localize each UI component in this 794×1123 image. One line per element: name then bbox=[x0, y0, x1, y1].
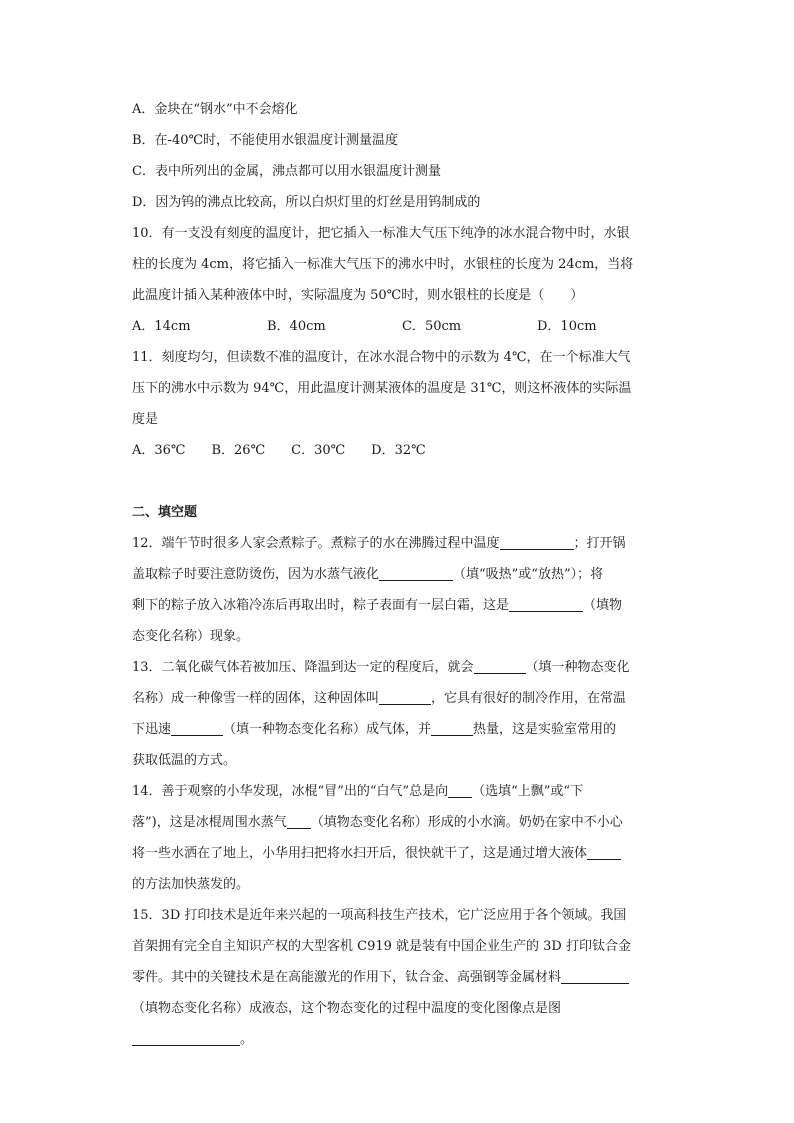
q14-text-2a: 落”)，这是冰棍周围水蒸气 bbox=[132, 815, 287, 830]
q11-option-c: C．30℃ bbox=[291, 443, 346, 458]
exam-page bbox=[132, 94, 672, 1055]
section-title-fill-in: 二、填空题 bbox=[132, 505, 198, 520]
q14-text-2b: （填物态变化名称）形成的小水滴。奶奶在家中不小心 bbox=[310, 815, 623, 830]
q15-line-1: 15．3D 打印技术是近年来兴起的一项高科技生产技术，它广泛应用于各个领域。我国 bbox=[132, 908, 627, 923]
q14-line-4: 的方法加快蒸发的。 bbox=[132, 877, 250, 892]
q12-text-3a: 剩下的粽子放入冰箱冷冻后再取出时，粽子表面有一层白霜，这是 bbox=[132, 598, 510, 613]
q12-blank-2[interactable] bbox=[379, 564, 453, 581]
q13-text-1a: 13．二氧化碳气体若被加压、降温到达一定的程度后，就会 bbox=[132, 660, 474, 675]
q12-blank-3[interactable] bbox=[509, 595, 583, 612]
q14-line-1 bbox=[132, 776, 672, 807]
q9-option-b: B．在-40℃时，不能使用水银温度计测量温度 bbox=[132, 133, 399, 148]
q13-blank-1[interactable] bbox=[474, 657, 526, 674]
q14-blank-1[interactable] bbox=[448, 781, 472, 798]
q11-options bbox=[132, 435, 672, 466]
q10-options bbox=[132, 311, 672, 342]
q13-text-3c: 热量，这是实验室常用的 bbox=[473, 722, 617, 737]
q14-blank-3[interactable] bbox=[587, 843, 621, 860]
q15-line-3 bbox=[132, 962, 672, 993]
q13-line-3 bbox=[132, 714, 672, 745]
q12-line-2 bbox=[132, 559, 672, 590]
q14-text-1a: 14．善于观察的小华发现，冰棍“冒”出的“白气”总是向 bbox=[132, 784, 449, 799]
q9-option-d: D．因为钨的沸点比较高，所以白炽灯里的灯丝是用钨制成的 bbox=[132, 195, 481, 210]
q13-text-1b: （填一种物态变化 bbox=[525, 660, 630, 675]
q9-option-c: C．表中所列出的金属，沸点都可以用水银温度计测量 bbox=[132, 164, 441, 179]
q10-option-a: A．14cm bbox=[132, 319, 191, 334]
q10-line-3: 此温度计插入某种液体中时，实际温度为 50℃时，则水银柱的长度是（ ） bbox=[132, 288, 584, 303]
q10-option-b: B．40cm bbox=[267, 319, 326, 334]
q11-line-1: 11．刻度均匀，但读数不准的温度计，在冰水混合物中的示数为 4℃，在一个标准大气 bbox=[132, 350, 631, 365]
q13-text-3a: 下迅速 bbox=[132, 722, 172, 737]
q9-option-a: A．金块在“钢水”中不会熔化 bbox=[132, 102, 298, 117]
q15-text-5end: 。 bbox=[240, 1032, 254, 1047]
q12-text-2a: 盖取粽子时要注意防烫伤，因为水蒸气液化 bbox=[132, 567, 380, 582]
q12-text-2b: （填“吸热”或“放热”）；将 bbox=[453, 567, 604, 582]
q15-blank-2[interactable] bbox=[132, 1029, 240, 1046]
q15-blank-1[interactable] bbox=[561, 967, 629, 984]
q14-blank-2[interactable] bbox=[287, 812, 311, 829]
q12-line-1 bbox=[132, 528, 672, 559]
q13-blank-3[interactable] bbox=[171, 719, 223, 736]
q15-line-4: （填物态变化名称）成液态，这个物态变化的过程中温度的变化图像点是图 bbox=[132, 1001, 562, 1016]
q13-blank-2[interactable] bbox=[379, 688, 431, 705]
q12-line-4: 态变化名称）现象。 bbox=[132, 629, 250, 644]
q13-line-1 bbox=[132, 652, 672, 683]
q13-text-2b: ，它具有很好的制冷作用，在常温 bbox=[431, 691, 627, 706]
q14-text-1b: （选填“上飘”或“下 bbox=[472, 784, 584, 799]
q15-text-3a: 零件。其中的关键技术是在高能激光的作用下，钛合金、高强钢等金属材料 bbox=[132, 970, 562, 985]
q12-line-3 bbox=[132, 590, 672, 621]
q14-line-2 bbox=[132, 807, 672, 838]
q13-text-3b: （填一种物态变化名称）成气体，并 bbox=[223, 722, 432, 737]
q11-option-d: D．32℃ bbox=[371, 443, 426, 458]
q13-line-2 bbox=[132, 683, 672, 714]
q13-text-2a: 名称）成一种像雪一样的固体，这种固体叫 bbox=[132, 691, 380, 706]
q10-option-c: C．50cm bbox=[402, 319, 462, 334]
q11-option-a: A．36℃ bbox=[132, 443, 186, 458]
q11-line-2: 压下的沸水中示数为 94℃，用此温度计测某液体的温度是 31℃，则这杯液体的实际温 bbox=[132, 381, 632, 396]
q12-text-1a: 12．端午节时很多人家会煮粽子。煮粽子的水在沸腾过程中温度 bbox=[132, 536, 500, 551]
q14-text-3a: 将一些水洒在了地上，小华用扫把将水扫开后，很快就干了，这是通过增大液体 bbox=[132, 846, 588, 861]
q12-blank-1[interactable] bbox=[500, 533, 574, 550]
q15-line-5 bbox=[132, 1024, 672, 1055]
q14-line-3 bbox=[132, 838, 672, 869]
q11-option-b: B．26℃ bbox=[211, 443, 266, 458]
q12-text-3b: （填物 bbox=[583, 598, 623, 613]
q12-text-1b: ；打开锅 bbox=[573, 536, 626, 551]
q13-line-4: 获取低温的方式。 bbox=[132, 753, 237, 768]
q13-blank-4[interactable] bbox=[431, 719, 473, 736]
q15-line-2: 首架拥有完全自主知识产权的大型客机 C919 就是装有中国企业生产的 3D 打印钛合金 bbox=[132, 939, 631, 954]
q10-line-1: 10．有一支没有刻度的温度计，把它插入一标准大气压下纯净的冰水混合物中时，水银 bbox=[132, 226, 630, 241]
q10-option-d: D．10cm bbox=[537, 319, 597, 334]
q11-line-3: 度是 bbox=[132, 412, 159, 427]
q10-line-2: 柱的长度为 4cm，将它插入一标准大气压下的沸水中时，水银柱的长度为 24cm，当将 bbox=[132, 257, 634, 272]
